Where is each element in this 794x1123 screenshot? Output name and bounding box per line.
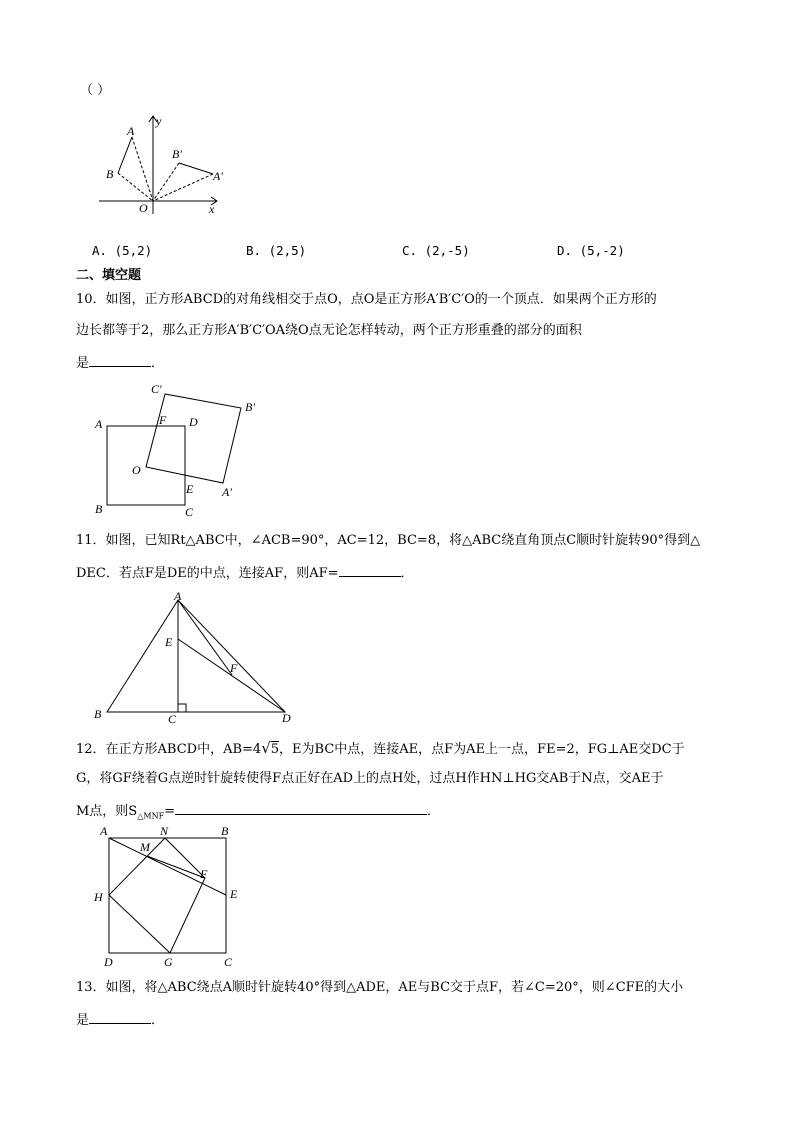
q11-line2: DEC．若点F是DE的中点，连接AF，则AF= ． <box>76 566 414 581</box>
label-G: G <box>164 955 173 969</box>
label-B-prime: B′ <box>172 147 182 161</box>
sqrt-radical: √ <box>261 739 271 757</box>
label-B: B <box>106 167 114 181</box>
option-d: D. (5,-2) <box>557 243 625 258</box>
label-D: D <box>104 955 113 969</box>
q11-triangle-figure <box>92 590 302 725</box>
q12-square-figure <box>92 822 252 970</box>
label-A: A <box>174 589 182 603</box>
label-D: D <box>282 711 291 725</box>
q12-line3: M点，则$S_{\triangle MNF}=$ ． <box>76 804 441 821</box>
label-E: E <box>186 482 194 496</box>
label-x: x <box>209 202 215 216</box>
q11-line1: 11．如图，已知Rt△ABC中，∠ACB=90°，AC=12，BC=8，将△ABC绕直角顶点C顺时针旋转90°得到△ <box>76 533 701 548</box>
q9-coordinate-figure <box>95 110 225 220</box>
label-C: C <box>224 955 233 969</box>
label-C: C <box>168 712 177 726</box>
label-B: B <box>221 824 229 838</box>
label-N: N <box>160 824 169 838</box>
label-O: O <box>132 463 141 477</box>
label-F: F <box>159 413 167 427</box>
answer-blank <box>339 564 401 577</box>
answer-blank <box>89 1011 151 1024</box>
label-A: A <box>100 824 108 838</box>
q10-line2: 边长都等于2，那么正方形A′B′C′OA绕O点无论怎样转动，两个正方形重叠的部分的面积 <box>76 323 582 338</box>
q12-line1: 12．在正方形ABCD中，AB=4√5，E为BC中点，连接AE，点F为AE上一点，FE=2，FG⊥AE交DC于 <box>76 739 685 757</box>
section-heading: 二、填空题 <box>76 268 142 283</box>
q10-line3: 是 ． <box>76 356 165 371</box>
label-D: D <box>189 415 198 429</box>
label-A: A <box>127 124 135 138</box>
answer-parentheses: （ ） <box>80 83 111 98</box>
q12-line2: G，将GF绕着G点逆时针旋转使得F点正好在AD上的点H处，过点H作HN⊥HG交AB于N点，交AE于 <box>76 771 664 786</box>
answer-blank <box>175 802 427 815</box>
label-y: y <box>156 114 162 128</box>
option-a: A. (5,2) <box>92 243 153 258</box>
label-F: F <box>230 661 238 675</box>
q10-squares-figure <box>92 378 267 518</box>
label-E: E <box>230 887 238 901</box>
option-b: B. (2,5) <box>246 243 307 258</box>
sqrt-arg: 5 <box>270 742 280 757</box>
label-A: A <box>95 417 103 431</box>
option-c: C. (2,-5) <box>402 243 470 258</box>
label-C-prime: C′ <box>151 382 162 396</box>
label-A-prime: A′ <box>222 485 232 499</box>
q13-line1: 13．如图，将△ABC绕点A顺时针旋转40°得到△ADE，AE与BC交于点F，若∠C=20°，则∠CFE的大小 <box>76 980 684 995</box>
label-F: F <box>200 867 208 881</box>
label-E: E <box>165 635 173 649</box>
label-B: B <box>95 502 103 516</box>
label-B-prime: B′ <box>245 400 255 414</box>
label-M: M <box>140 840 150 854</box>
label-B: B <box>94 707 102 721</box>
label-A-prime: A′ <box>213 169 223 183</box>
q13-line2: 是 ． <box>76 1013 165 1028</box>
label-O: O <box>139 201 148 215</box>
q10-line1: 10．如图，正方形ABCD的对角线相交于点O，点O是正方形A′B′C′O的一个顶点．如果两个正方形的 <box>76 292 657 307</box>
answer-blank <box>89 354 151 367</box>
label-C: C <box>185 505 194 519</box>
label-H: H <box>94 890 103 904</box>
